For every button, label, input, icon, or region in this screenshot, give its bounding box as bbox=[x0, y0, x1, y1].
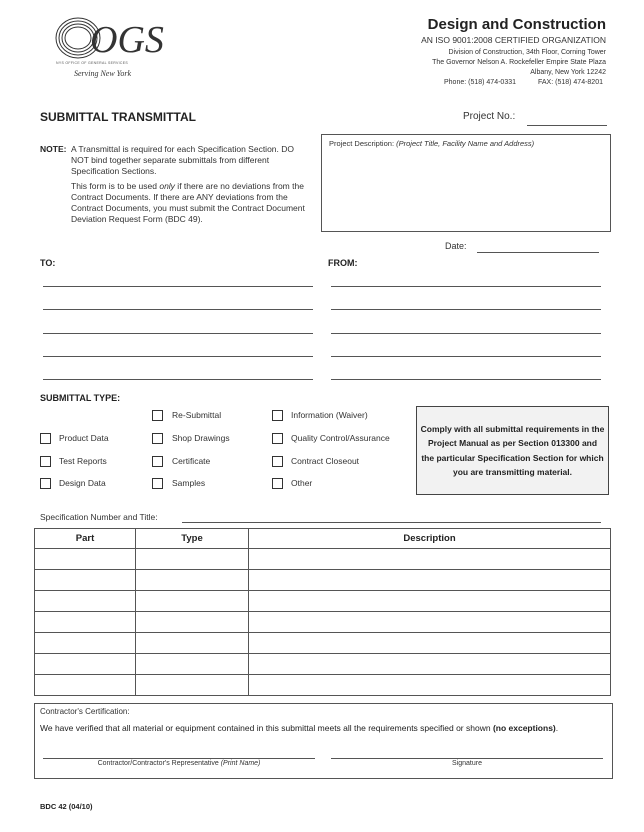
certification-box bbox=[34, 703, 613, 779]
to-line-3[interactable] bbox=[43, 333, 313, 334]
table-row bbox=[35, 654, 611, 675]
part-cell[interactable] bbox=[35, 570, 136, 591]
signature-field[interactable] bbox=[331, 758, 603, 759]
to-line-1[interactable] bbox=[43, 286, 313, 287]
note-paragraph-2: This form is to be used only if there are no deviations from the Contract Documents. If there are ANY deviations from the Contract Documents, you must submit the Contract Document Deviation Request Form (BDC 49). bbox=[71, 181, 305, 224]
table-row bbox=[35, 549, 611, 570]
column-header-part: Part bbox=[35, 529, 136, 549]
logo-mark-icon bbox=[50, 14, 165, 62]
form-id: BDC 42 (04/10) bbox=[40, 802, 93, 811]
from-label: FROM: bbox=[328, 258, 358, 268]
rep-name-label: Contractor/Contractor's Representative (Print Name) bbox=[97, 760, 261, 767]
to-line-4[interactable] bbox=[43, 356, 313, 357]
logo-letters: OGS bbox=[90, 19, 164, 61]
part-cell[interactable] bbox=[35, 633, 136, 654]
other-checkbox[interactable] bbox=[272, 478, 283, 489]
address-line-2: The Governor Nelson A. Rockefeller Empire State Plaza bbox=[432, 59, 606, 66]
to-label: TO: bbox=[40, 258, 56, 268]
product-data-label: Product Data bbox=[59, 433, 109, 443]
from-line-5[interactable] bbox=[331, 379, 601, 380]
from-line-4[interactable] bbox=[331, 356, 601, 357]
table-row bbox=[35, 570, 611, 591]
description-cell[interactable] bbox=[249, 591, 611, 612]
from-line-1[interactable] bbox=[331, 286, 601, 287]
column-header-type: Type bbox=[136, 529, 249, 549]
type-cell[interactable] bbox=[136, 654, 249, 675]
re-submittal-checkbox[interactable] bbox=[152, 410, 163, 421]
description-cell[interactable] bbox=[249, 675, 611, 696]
note-label: NOTE: bbox=[40, 144, 67, 154]
test-reports-label: Test Reports bbox=[59, 456, 107, 466]
part-cell[interactable] bbox=[35, 654, 136, 675]
project-description-label: Project Description: (Project Title, Facility Name and Address) bbox=[329, 139, 535, 148]
part-cell[interactable] bbox=[35, 675, 136, 696]
from-line-2[interactable] bbox=[331, 309, 601, 310]
type-cell[interactable] bbox=[136, 633, 249, 654]
part-cell[interactable] bbox=[35, 612, 136, 633]
form-title: SUBMITTAL TRANSMITTAL bbox=[40, 110, 196, 124]
test-reports-checkbox[interactable] bbox=[40, 456, 51, 467]
description-cell[interactable] bbox=[249, 633, 611, 654]
type-cell[interactable] bbox=[136, 591, 249, 612]
shop-drawings-label: Shop Drawings bbox=[172, 433, 230, 443]
table-row bbox=[35, 633, 611, 654]
contract-closeout-checkbox[interactable] bbox=[272, 456, 283, 467]
description-cell[interactable] bbox=[249, 570, 611, 591]
type-cell[interactable] bbox=[136, 549, 249, 570]
samples-checkbox[interactable] bbox=[152, 478, 163, 489]
to-line-5[interactable] bbox=[43, 379, 313, 380]
information-waiver-checkbox[interactable] bbox=[272, 410, 283, 421]
ogs-logo bbox=[50, 14, 165, 84]
iso-line: AN ISO 9001:2008 CERTIFIED ORGANIZATION bbox=[421, 35, 606, 45]
certification-label: Contractor's Certification: bbox=[40, 707, 130, 716]
design-data-label: Design Data bbox=[59, 478, 106, 488]
part-cell[interactable] bbox=[35, 549, 136, 570]
submittal-type-label: SUBMITTAL TYPE: bbox=[40, 393, 121, 403]
logo-subtext: NYS OFFICE OF GENERAL SERVICES bbox=[56, 61, 129, 65]
certification-statement: We have verified that all material or equipment contained in this submittal meets all the requirements specified or shown (no exceptions). bbox=[40, 723, 559, 733]
type-cell[interactable] bbox=[136, 675, 249, 696]
type-cell[interactable] bbox=[136, 612, 249, 633]
from-line-3[interactable] bbox=[331, 333, 601, 334]
date-field[interactable] bbox=[477, 252, 599, 253]
note-paragraph-1: A Transmittal is required for each Specification Section. DO NOT bind together separate submittals from different Specification Sections. bbox=[71, 144, 294, 176]
table-row bbox=[35, 675, 611, 696]
signature-label: Signature bbox=[452, 760, 482, 767]
quality-control-label: Quality Control/Assurance bbox=[291, 433, 390, 443]
table-row bbox=[35, 612, 611, 633]
date-label: Date: bbox=[445, 241, 467, 251]
product-data-checkbox[interactable] bbox=[40, 433, 51, 444]
project-no-field[interactable] bbox=[527, 125, 607, 126]
description-cell[interactable] bbox=[249, 612, 611, 633]
table-header-row bbox=[35, 529, 611, 549]
design-data-checkbox[interactable] bbox=[40, 478, 51, 489]
spec-parts-table bbox=[34, 528, 611, 696]
samples-label: Samples bbox=[172, 478, 206, 488]
shop-drawings-checkbox[interactable] bbox=[152, 433, 163, 444]
address-block bbox=[432, 48, 606, 78]
description-cell[interactable] bbox=[249, 654, 611, 675]
org-title: Design and Construction bbox=[427, 16, 606, 33]
quality-control-checkbox[interactable] bbox=[272, 433, 283, 444]
table-row bbox=[35, 591, 611, 612]
information-waiver-label: Information (Waiver) bbox=[291, 410, 368, 420]
part-cell[interactable] bbox=[35, 591, 136, 612]
project-description-box[interactable] bbox=[321, 134, 611, 232]
other-label: Other bbox=[291, 478, 313, 488]
comply-notice-box bbox=[416, 406, 609, 495]
certificate-label: Certificate bbox=[172, 456, 211, 466]
fax-number: FAX: (518) 474-8201 bbox=[538, 79, 603, 86]
re-submittal-label: Re-Submittal bbox=[172, 410, 222, 420]
address-line-3: Albany, New York 12242 bbox=[530, 69, 606, 76]
certificate-checkbox[interactable] bbox=[152, 456, 163, 467]
column-header-description: Description bbox=[249, 529, 611, 549]
rep-name-field[interactable] bbox=[43, 758, 315, 759]
phone-number: Phone: (518) 474-0331 bbox=[444, 79, 516, 86]
project-no-label: Project No.: bbox=[463, 111, 516, 122]
to-line-2[interactable] bbox=[43, 309, 313, 310]
description-cell[interactable] bbox=[249, 549, 611, 570]
address-line-1: Division of Construction, 34th Floor, Corning Tower bbox=[448, 49, 606, 56]
contract-closeout-label: Contract Closeout bbox=[291, 456, 360, 466]
spec-number-label: Specification Number and Title: bbox=[40, 512, 158, 522]
logo-tagline: Serving New York bbox=[74, 69, 132, 78]
spec-number-field[interactable] bbox=[182, 522, 601, 523]
comply-notice-text: Comply with all submittal requirements in the Project Manual as per Section 013300 and the particular Specification Section for which you are transmitting material. bbox=[420, 423, 605, 477]
type-cell[interactable] bbox=[136, 570, 249, 591]
